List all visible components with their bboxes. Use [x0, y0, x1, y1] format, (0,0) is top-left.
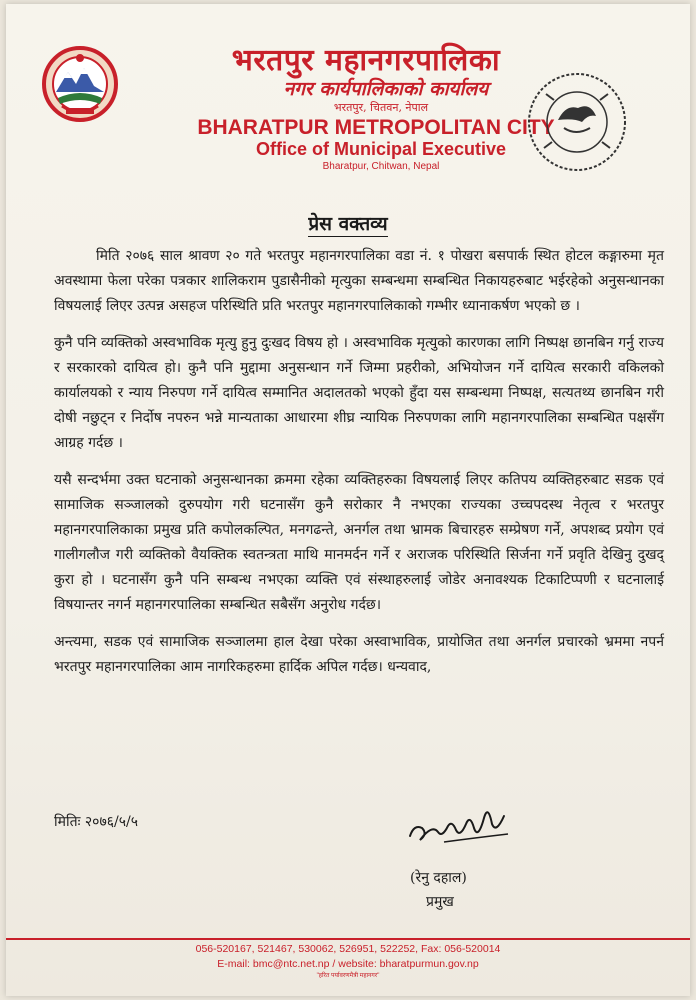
footer-phones: 056-520167, 521467, 530062, 526951, 522252, Fax: 056-520014	[195, 943, 501, 955]
nepal-emblem-icon	[38, 44, 122, 124]
municipal-seal-icon	[516, 64, 638, 184]
office-name-nepali: नगर कार्यपालिकाको कार्यालय	[283, 78, 489, 100]
document-date: मितिः २०७६/५/५	[54, 814, 138, 830]
document-body	[54, 244, 664, 692]
paragraph: यसै सन्दर्भमा उक्त घटनाको अनुसन्धानका क्रममा रहेका व्यक्तिहरुका विषयलाई लिएर कतिपय व्यक्तिहरुबाट सडक एवं सामाजिक सञ्जालको दुरुपयोग गरी घटनासँग कुनै सरोकार नै नभएका राज्यका उच्चपदस्थ नेतृत्व र भरतपुर महानगरपालिकाका प्रमुख प्रति कपोलकल्पित, मनगढन्ते, अनर्गल तथा भ्रामक बिचारहरु सम्प्रेषण गर्ने, अपशब्द प्रयोग एवं गालीगलौज गरी व्यक्तिको वैयक्तिक स्वतन्त्रता माथि मानमर्दन गर्ने र अराजक परिस्थिति सिर्जना गर्ने प्रवृति देखिनु दुखद् कुरा हो । घटनासँग कुनै पनि सम्बन्ध नभएका व्यक्ति एवं संस्थाहरुलाई जोडेर अनावश्यक टिकाटिप्पणी र घटनालाई विषयान्तर नगर्न महानगरपालिका सम्बन्धित सबैसँग अनुरोध गर्दछ।	[54, 472, 664, 613]
signer-name: (रेनु दहाल)	[410, 870, 467, 886]
footer-email-website: E-mail: bmc@ntc.net.np / website: bharatpurmun.gov.np	[217, 958, 479, 970]
letter-page	[6, 4, 690, 996]
address-english: Bharatpur, Chitwan, Nepal	[322, 161, 440, 172]
handwritten-signature	[404, 794, 512, 849]
paragraph: मिति २०७६ साल श्रावण २० गते भरतपुर महानगरपालिका वडा नं. १ पोखरा बसपार्क स्थित होटल कङ्गारुमा मृत अवस्थामा फेला परेका पत्रकार शालिकराम पुडासैनीको मृत्युका सम्बन्धमा सम्बन्धित निकायहरुबाट भईरहेको अनुसन्धानका विषयलाई लिएर उत्पन्न असहज परिस्थिति प्रति भरतपुर महानगरपालिकाको गम्भीर ध्यानाकर्षण भएको छ ।	[54, 248, 664, 314]
footer-divider	[6, 938, 690, 940]
footer	[6, 942, 690, 981]
signer-title: प्रमुख	[426, 894, 454, 910]
footer-tagline: "हरित पर्यावरणमैत्री महानगर"	[316, 973, 380, 979]
paragraph: कुनै पनि व्यक्तिको अस्वभाविक मृत्यु हुनु दुःखद विषय हो । अस्वभाविक मृत्युको कारणका लागि निष्पक्ष छानबिन गर्नु राज्य र सरकारको दायित्व हो। कुनै पनि मुद्दामा अनुसन्धान गर्ने जिम्मा प्रहरीको, अभियोजन गर्ने दायित्व सरकारी वकिलको कार्यालयको र न्याय निरुपण गर्ने दायित्व सम्मानित अदालतको भएको हुँदा यस सम्बन्धमा निष्पक्ष, सत्यतथ्य छानबिन गरी दोषी नछुट्न र निर्दोष नपरुन भन्ने मान्यताका आधारमा शीघ्र न्यायिक निरुपणका लागि महानगरपालिका सम्बन्धित पक्षसँग आग्रह गर्दछ ।	[54, 335, 664, 451]
document-title: प्रेस वक्तव्य	[308, 213, 388, 235]
org-name-nepali: भरतपुर महानगरपालिका	[231, 43, 501, 78]
paragraph: अन्त्यमा, सडक एवं सामाजिक सञ्जालमा हाल देखा परेका अस्वाभाविक, प्रायोजित तथा अनर्गल प्रचारको भ्रममा नपर्न भरतपुर महानगरपालिका आम नागरिकहरुमा हार्दिक अपिल गर्दछ। धन्यवाद,	[54, 634, 664, 675]
address-nepali: भरतपुर, चितवन, नेपाल	[333, 101, 429, 114]
org-name-english: BHARATPUR METROPOLITAN CITY	[197, 116, 555, 139]
office-name-english: Office of Municipal Executive	[255, 139, 507, 159]
